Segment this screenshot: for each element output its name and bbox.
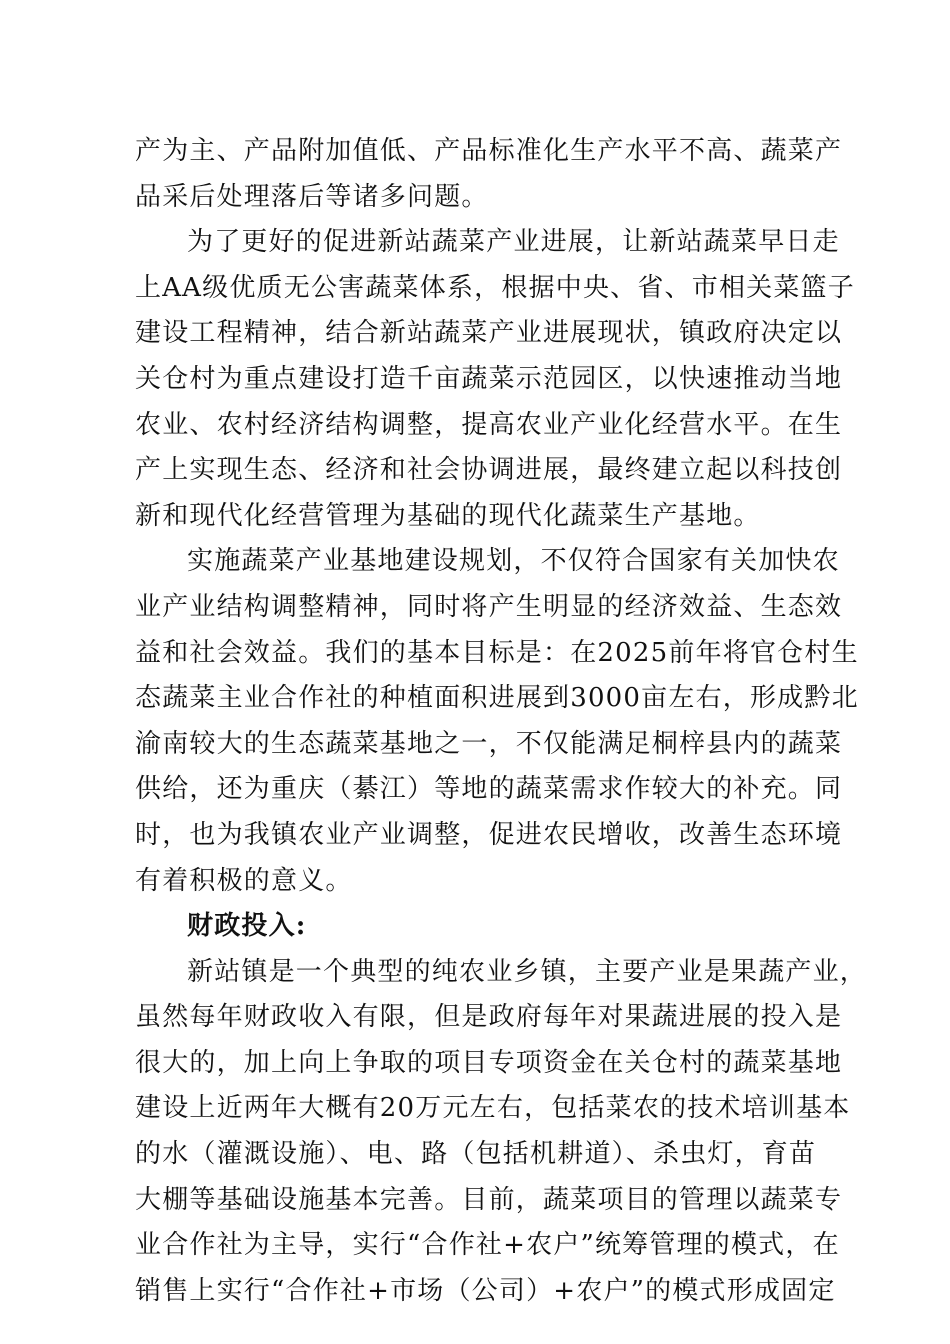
text-line: 建设工程精神，结合新站蔬菜产业进展现状，镇政府决定以 — [135, 318, 843, 349]
text-line: 农业、农村经济结构调整，提高农业产业化经营水平。在生 — [135, 409, 843, 440]
text-line: 建设上近两年大概有20万元左右，包括菜农的技术培训基本 — [135, 1093, 851, 1124]
text-line: 产上实现生态、经济和社会协调进展，最终建立起以科技创 — [135, 455, 843, 486]
text-line: 业合作社为主导，实行“合作社+农户”统筹管理的模式，在 — [135, 1230, 840, 1261]
text-line: 上AA级优质无公害蔬菜体系，根据中央、省、市相关菜篮子 — [135, 272, 855, 303]
text-line: 态蔬菜主业合作社的种植面积进展到3000亩左右，形成黔北 — [135, 683, 859, 714]
text-line: 的水（灌溉设施）、电、路（包括机耕道）、杀虫灯，育苗 — [135, 1139, 817, 1170]
text-line: 销售上实行“合作社+市场（公司）+农户”的模式形成固定 — [135, 1275, 836, 1306]
text-line: 产为主、产品附加值低、产品标准化生产水平不高、蔬菜产 — [135, 136, 843, 166]
text-line: 新和现代化经营管理为基础的现代化蔬菜生产基地。 — [135, 500, 761, 531]
text-line: 渝南较大的生态蔬菜基地之一，不仅能满足桐梓县内的蔬菜 — [135, 728, 843, 759]
section-heading: 财政投入: — [187, 911, 307, 942]
paragraph-start-line: 新站镇是一个典型的纯农业乡镇，主要产业是果蔬产业， — [187, 956, 868, 987]
text-line: 时，也为我镇农业产业调整，促进农民增收，改善生态环境 — [135, 819, 843, 850]
document-body — [135, 129, 868, 1314]
text-line: 很大的，加上向上争取的项目专项资金在关仓村的蔬菜基地 — [135, 1047, 843, 1078]
text-line: 业产业结构调整精神，同时将产生明显的经济效益、生态效 — [135, 591, 843, 622]
text-line: 大棚等基础设施基本完善。目前，蔬菜项目的管理以蔬菜专 — [135, 1184, 843, 1215]
text-line: 有着积极的意义。 — [135, 865, 353, 896]
text-line: 品采后处理落后等诸多问题。 — [135, 181, 489, 212]
text-line: 益和社会效益。我们的基本目标是：在2025前年将官仓村生 — [135, 637, 859, 668]
text-line: 关仓村为重点建设打造千亩蔬菜示范园区，以快速推动当地 — [135, 363, 843, 394]
paragraph-start-line: 为了更好的促进新站蔬菜产业进展，让新站蔬菜早日走 — [187, 227, 840, 258]
paragraph-start-line: 实施蔬菜产业基地建设规划，不仅符合国家有关加快农 — [187, 546, 840, 577]
text-line: 供给，还为重庆（綦江）等地的蔬菜需求作较大的补充。同 — [135, 774, 843, 805]
text-line: 虽然每年财政收入有限，但是政府每年对果蔬进展的投入是 — [135, 1002, 843, 1033]
